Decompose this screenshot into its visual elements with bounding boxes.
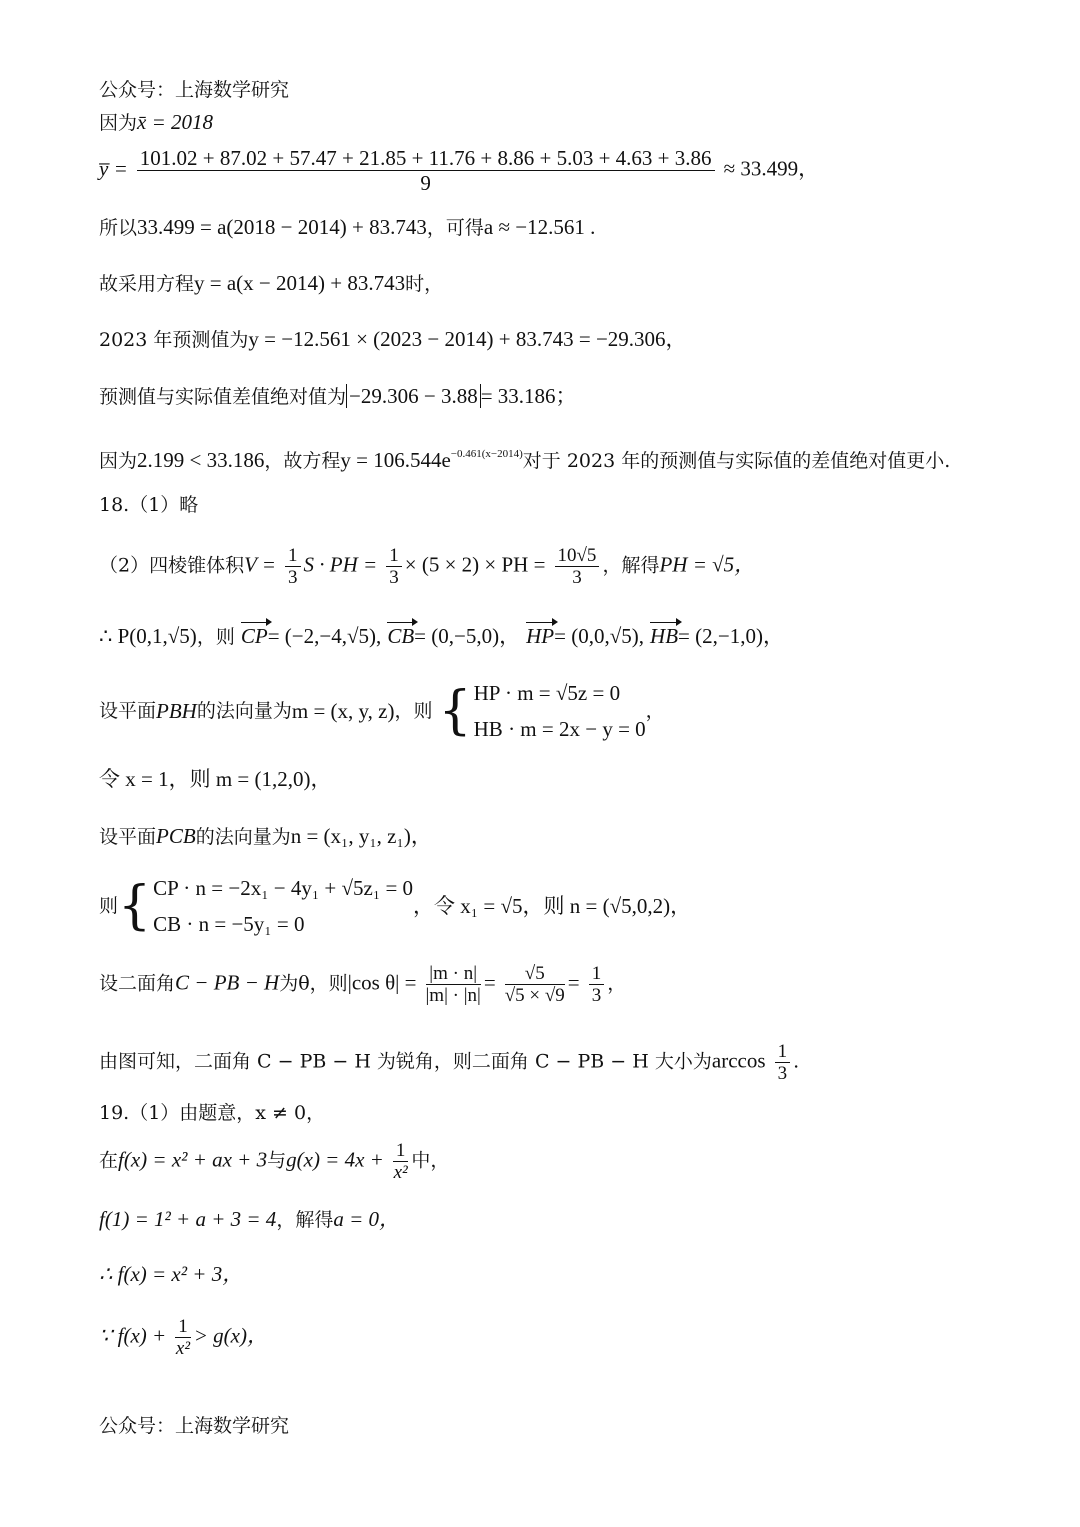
brace-icon: { <box>118 876 152 936</box>
line-solve-a: 所以33.499 = a(2018 − 2014) + 83.743，可得a ≈ −12.561 . <box>99 215 596 239</box>
line-normal-pbh: 设平面PBH的法向量为m = (x, y, z)，则 { HP · m = √5z = 0 HB · m = 2x − y = 0 ， <box>99 681 665 741</box>
line-because: ∵ f(x) + $\frac{1}{\text{x²}}$ > g(x)， <box>99 1316 268 1359</box>
line-f1: f(1) = 1² + a + 3 = 4，解得a = 0， <box>99 1207 400 1231</box>
line-mean-x: 因为x̄ = 2018 <box>99 110 214 134</box>
footer-source: 公众号：上海数学研究 <box>99 1415 290 1437</box>
q18-volume: （2）四棱锥体积V = $\frac{1}{3}$ S · PH = $\frac{1}{3}$ × (5 × 2) × PH = $\frac{10√5}{3}$ ，解得PH = √5， <box>99 545 756 588</box>
line-normal-pcb: 设平面PCB的法向量为n = (x₁, y₁, z₁)， <box>99 824 432 848</box>
line-conclusion: 由图可知，二面角 C − PB − H 为锐角，则二面角 C − PB − H 大小为arccos $\frac{1}{3}$ . <box>99 1041 800 1084</box>
mean-y-fraction: 101.02 + 87.02 + 57.47 + 21.85 + 11.76 + 8.86 + 5.03 + 4.63 + 3.86 9 <box>137 146 715 195</box>
line-let-x: 令 x = 1，则 m = (1,2,0)， <box>99 767 332 791</box>
line-pcb-system: 则{ CP · n = −2x₁ − 4y₁ + √5z₁ = 0 CB · n = −5y₁ = 0 ，令 x₁ = √5，则 n = (√5,0,2)， <box>99 876 692 936</box>
header-source: 公众号：上海数学研究 <box>99 79 290 101</box>
line-dihedral-cos: 设二面角C − PB − H为θ，则|cos θ| = $\frac{|m \cdot n|}{|m| \cdot |n|}$ = $\frac{√5}{√5 \times √9}$ = $\frac{1}{3}$ ， <box>99 963 627 1006</box>
line-therefore: ∴ f(x) = x² + 3， <box>99 1262 244 1286</box>
line-mean-y: y̅ = 101.02 + 87.02 + 57.47 + 21.85 + 11.76 + 8.86 + 5.03 + 4.63 + 3.86 9 ≈ 33.499， <box>99 146 820 195</box>
line-equation: 故采用方程y = a(x − 2014) + 83.743时， <box>99 271 444 295</box>
line-abs-diff: 预测值与实际值差值绝对值为 −29.306 − 3.88 = 33.186； <box>99 384 577 408</box>
brace-icon: { <box>438 681 472 741</box>
line-prediction: 2023 年预测值为y = −12.561 × (2023 − 2014) + 83.743 = −29.306， <box>99 327 687 351</box>
q18-part1: 18.（1）略 <box>99 494 199 516</box>
q19-part1: 19.（1）由题意，x ≠ 0， <box>99 1102 326 1124</box>
line-point-vectors: ∴ P(0,1,√5)，则 CP= (−2,−4,√5), CB= (0,−5,0)， HP= (0,0,√5), HB= (2,−1,0)， <box>99 624 784 648</box>
line-fg-defs: 在f(x) = x² + ax + 3与g(x) = 4x + $\frac{1}{\text{x²}}$ 中， <box>99 1140 450 1183</box>
line-compare: 因为2.199 < 33.186，故方程$y = 106.544e^{-0.461(x-2014)}$对于 2023 年的预测值与实际值的差值绝对值更小. <box>99 448 951 472</box>
